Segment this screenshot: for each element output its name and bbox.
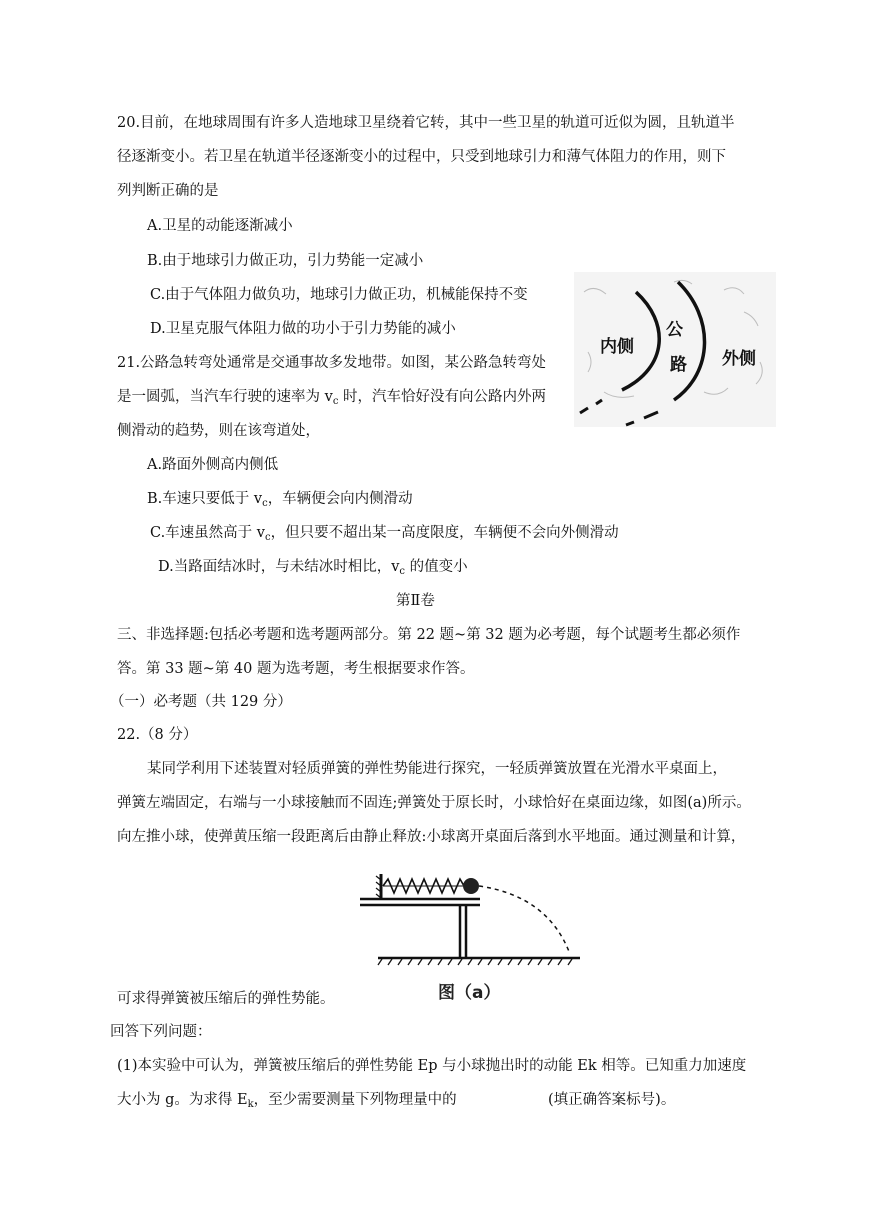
figure-caption: 图（a） (438, 983, 501, 1003)
fig-label-road-1: 公 (666, 320, 683, 340)
fig-label-road-2: 路 (670, 355, 687, 375)
q21-option-c: C.车速虽然高于 $v_c$，但只要不超出某一高度限度，车辆便不会向外侧滑动 (150, 525, 619, 543)
q22-heading: 22.（8 分） (117, 727, 198, 743)
q22-para3: 向左推小球，使弹黄压缩一段距离后由静止释放:小球离开桌面后落到水平地面。通过测量和计算， (117, 829, 746, 845)
q21-option-a: A.路面外侧高内侧低 (147, 457, 279, 473)
part2-line1: 三、非选择题:包括必考题和选考题两部分。第 22 题~第 32 题为必考题，每个试题考生都必须作 (117, 627, 741, 643)
required-heading: （一）必考题（共 129 分） (110, 694, 292, 710)
road-curve-figure (574, 272, 776, 427)
q22-sub1-line1: (1)本实验中可认为，弹簧被压缩后的弹性势能 Ep 与小球抛出时的动能 Ek 相等。已知重力加速度 (117, 1058, 747, 1074)
q21-option-b: B.车速只要低于 $v_c$，车辆便会向内侧滑动 (147, 491, 413, 509)
q22-sub1-line2-tail: (填正确答案标号)。 (548, 1092, 676, 1108)
q22-para4: 可求得弹簧被压缩后的弹性势能。 (117, 991, 335, 1007)
q21-line2: 是一圆弧，当汽车行驶的速率为 $v_c$ 时，汽车恰好没有向公路内外两 (117, 389, 547, 407)
spring-apparatus-figure (348, 862, 588, 1010)
q21-line3: 侧滑动的趋势，则在该弯道处， (117, 423, 320, 439)
q20-option-d: D.卫星克服气体阻力做的功小于引力势能的减小 (150, 321, 456, 337)
q22-para1: 某同学利用下述装置对轻质弹簧的弹性势能进行探究，一轻质弹簧放置在光滑水平桌面上， (147, 761, 727, 777)
fig-label-inner: 内侧 (600, 337, 634, 357)
q20-line1: 20.目前，在地球周围有许多人造地球卫星绕着它转，其中一些卫星的轨道可近似为圆，且轨道半 (117, 115, 735, 131)
q22-para2: 弹簧左端固定，右端与一小球接触而不固连;弹簧处于原长时，小球恰好在桌面边缘，如图(a)所示。 (117, 795, 751, 811)
q20-option-c: C.由于气体阻力做负功，地球引力做正功，机械能保持不变 (150, 287, 528, 303)
fig-label-outer: 外侧 (722, 349, 756, 369)
part2-line2: 答。第 33 题~第 40 题为选考题，考生根据要求作答。 (117, 661, 475, 677)
q21-option-d: D.当路面结冰时，与未结冰时相比，$v_c$ 的值变小 (158, 559, 468, 577)
answer-prompt: 回答下列问题： (110, 1024, 212, 1040)
q21-line1: 21.公路急转弯处通常是交通事故多发地带。如图，某公路急转弯处 (117, 355, 547, 371)
q20-option-a: A.卫星的动能逐渐减小 (147, 218, 293, 234)
q20-line3: 列判断正确的是 (117, 183, 219, 199)
q20-line2: 径逐渐变小。若卫星在轨道半径逐渐变小的过程中，只受到地球引力和薄气体阻力的作用，则下 (117, 149, 726, 165)
q20-option-b: B.由于地球引力做正功，引力势能一定减小 (147, 253, 424, 269)
part2-title: 第Ⅱ卷 (396, 593, 435, 609)
q22-sub1-line2: 大小为 g。为求得 $E_k$，至少需要测量下列物理量中的 (117, 1092, 457, 1110)
